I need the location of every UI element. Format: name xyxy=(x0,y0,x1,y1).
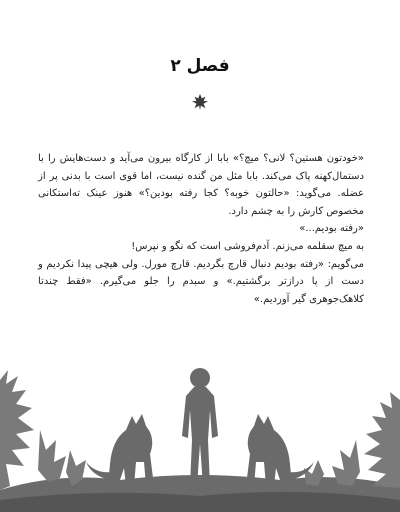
chapter-title: فصل ۲ xyxy=(170,56,230,76)
boy-with-wolves-illustration xyxy=(0,340,400,512)
leaf-ornament-icon xyxy=(191,93,209,111)
paragraph: به میچ سقلمه می‌زنم. آدم‌فروشی است که نگو و نپرس! xyxy=(131,240,364,252)
paragraph: «خودتون هستین؟ لانی؟ میچ؟» بابا از کارگاه بیرون می‌آید و دست‌هایش را با دستمال‌کهنه پاک می‌کند. بابا مثل من گنده نیست، اما قوی است با بدنی پر از عضله. می‌گوید: «حالتون خوبه؟ کجا رفته بودین؟» هنوز عینک ته‌استکانی مخصوص کارش را به چشم دارد. xyxy=(38,153,364,217)
chapter-body xyxy=(38,150,364,308)
paragraph: می‌گویم: «رفته بودیم دنبال قارچ بگردیم. قارچ مورل. ولی هیچی پیدا نکردیم و دست از پا درازتر برگشتیم.» و سبدم را جلو می‌گیرم. «فقط چندتا کلاهک‌جوهری گیر آوردیم.» xyxy=(38,258,364,305)
paragraph: «رفته بودیم...» xyxy=(299,223,364,235)
